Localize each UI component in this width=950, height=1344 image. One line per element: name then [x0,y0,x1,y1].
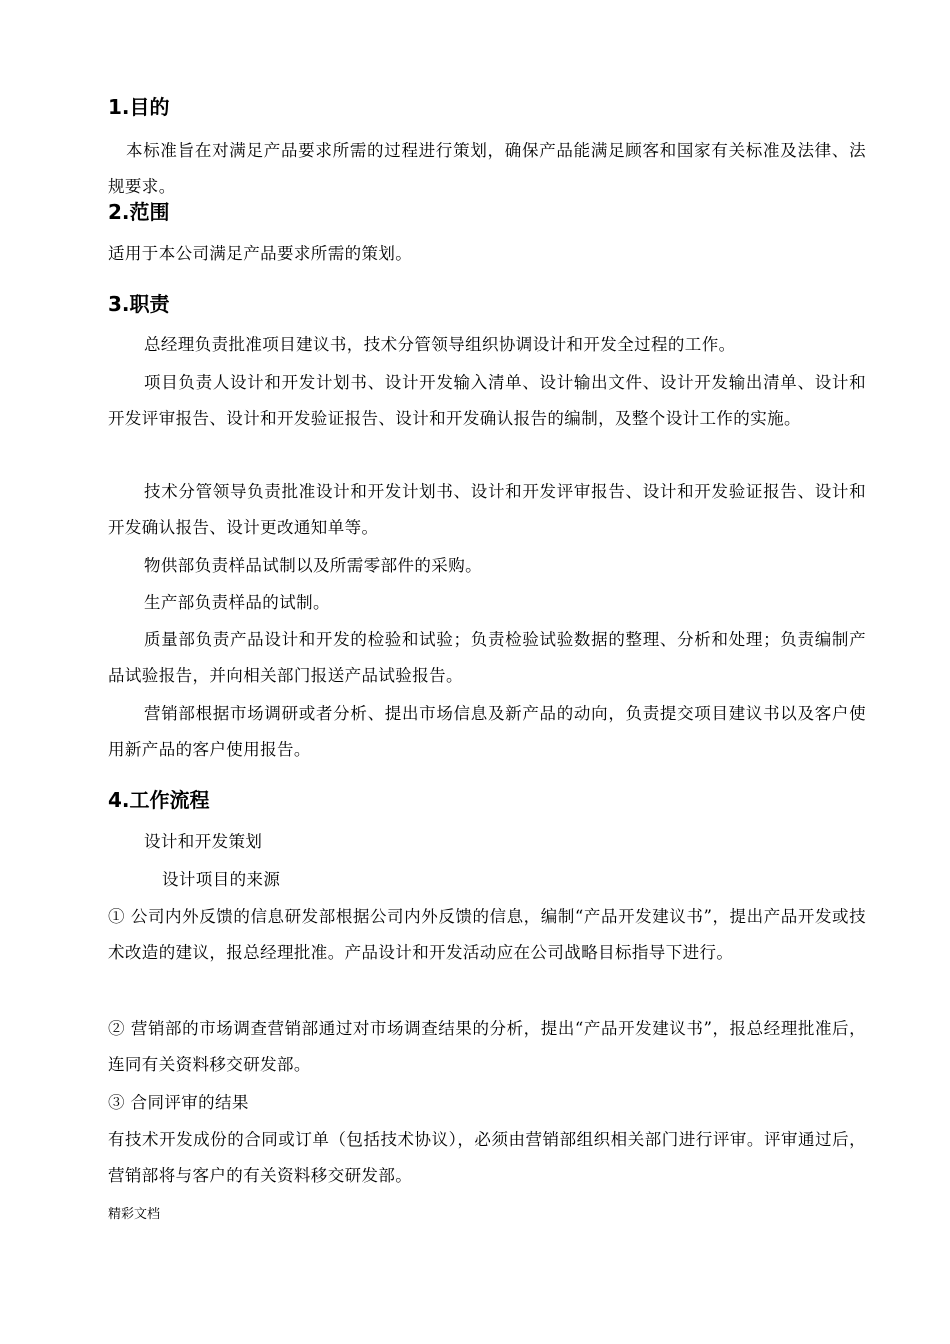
duties-paragraph: 物供部负责样品试制以及所需零部件的采购。 [144,556,482,575]
workflow-subheading: 设计项目的来源 [162,870,281,889]
workflow-item: ② 营销部的市场调查营销部通过对市场调查结果的分析，提出“产品开发建议书”，报总经理批准后，连同有关资料移交研发部。 [108,1019,866,1074]
workflow-item: 有技术开发成份的合同或订单（包括技术协议），必须由营销部组织相关部门进行评审。评审通过后，营销部将与客户的有关资料移交研发部。 [108,1130,866,1185]
duties-paragraph: 质量部负责产品设计和开发的检验和试验；负责检验试验数据的整理、分析和处理；负责编制产品试验报告，并向相关部门报送产品试验报告。 [108,630,866,685]
workflow-item: ① 公司内外反馈的信息研发部根据公司内外反馈的信息，编制“产品开发建议书”，提出产品开发或技术改造的建议，报总经理批准。产品设计和开发活动应在公司战略目标指导下进行。 [108,907,866,962]
heading-workflow: 4.工作流程 [108,788,210,812]
duties-paragraph: 生产部负责样品的试制。 [144,593,330,612]
duties-paragraph: 技术分管领导负责批准设计和开发计划书、设计和开发评审报告、设计和开发验证报告、设计和开发确认报告、设计更改通知单等。 [108,482,866,537]
purpose-paragraph: 本标准旨在对满足产品要求所需的过程进行策划，确保产品能满足顾客和国家有关标准及法律、法规要求。 [108,141,866,196]
workflow-subheading: 设计和开发策划 [144,832,263,851]
scope-paragraph: 适用于本公司满足产品要求所需的策划。 [108,244,413,263]
heading-scope: 2.范围 [108,200,170,224]
page-footer: 精彩文档 [108,1207,161,1222]
duties-paragraph: 总经理负责批准项目建议书，技术分管领导组织协调设计和开发全过程的工作。 [144,335,736,354]
heading-duties: 3.职责 [108,292,170,316]
workflow-item: ③ 合同评审的结果 [108,1093,249,1112]
duties-paragraph: 项目负责人设计和开发计划书、设计开发输入清单、设计输出文件、设计开发输出清单、设计和开发评审报告、设计和开发验证报告、设计和开发确认报告的编制，及整个设计工作的实施。 [108,373,866,428]
duties-paragraph: 营销部根据市场调研或者分析、提出市场信息及新产品的动向，负责提交项目建议书以及客户使用新产品的客户使用报告。 [108,704,866,759]
heading-purpose: 1.目的 [108,95,170,119]
